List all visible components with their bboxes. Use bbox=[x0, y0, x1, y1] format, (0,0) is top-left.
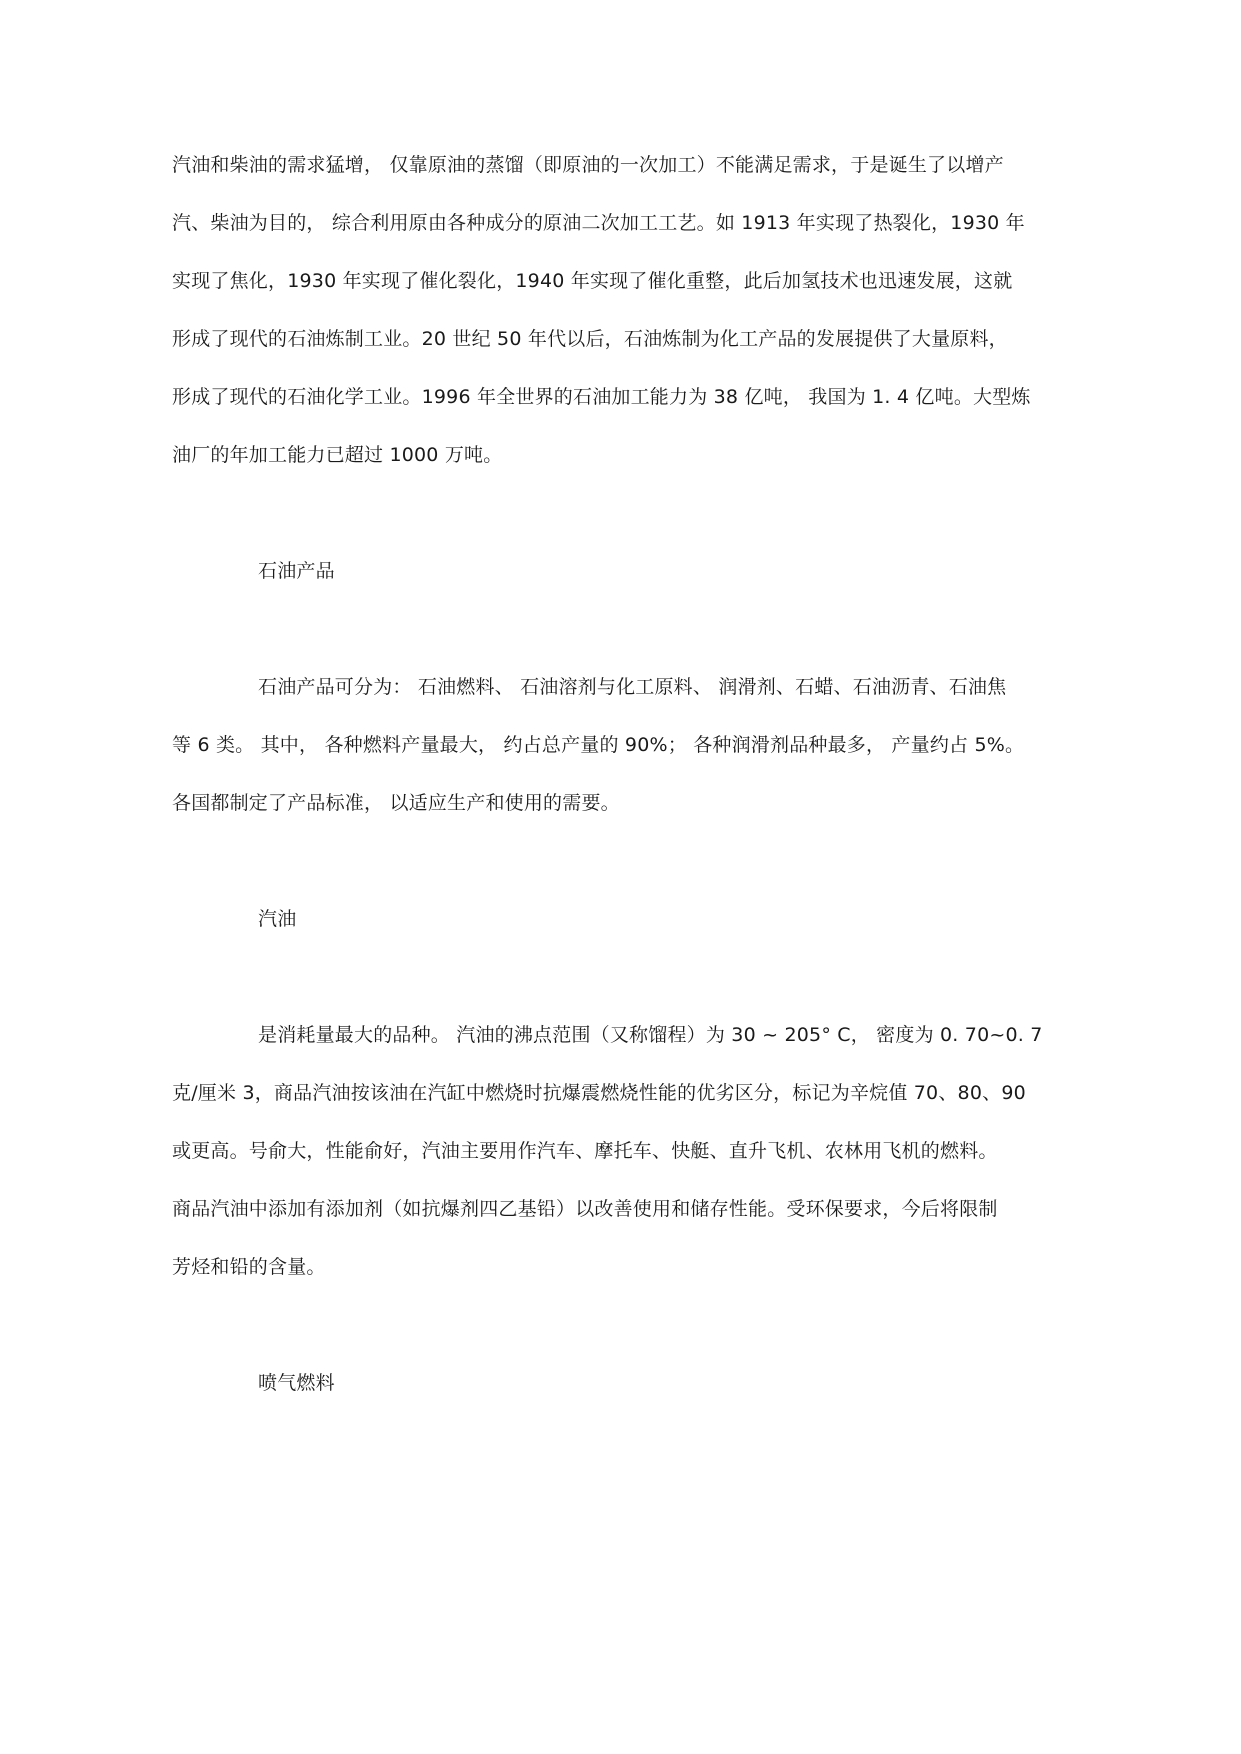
paragraph-line: 形成了现代的石油炼制工业。20 世纪 50 年代以后，石油炼制为化工产品的发展提供了大量原料， bbox=[172, 328, 1008, 350]
paragraph-line: 各国都制定了产品标准， 以适应生产和使用的需要。 bbox=[172, 792, 620, 814]
paragraph-line: 石油产品可分为： 石油燃料、 石油溶剂与化工原料、 润滑剂、石蜡、石油沥青、石油焦 bbox=[258, 676, 1007, 698]
section-heading: 汽油 bbox=[258, 908, 297, 930]
section-heading: 喷气燃料 bbox=[258, 1372, 335, 1394]
paragraph-line: 汽油和柴油的需求猛增， 仅靠原油的蒸馏（即原油的一次加工）不能满足需求，于是诞生了以增产 bbox=[172, 154, 1004, 176]
paragraph-line: 芳烃和铅的含量。 bbox=[172, 1256, 326, 1278]
paragraph-line: 商品汽油中添加有添加剂（如抗爆剂四乙基铅）以改善使用和储存性能。受环保要求，今后将限制 bbox=[172, 1198, 998, 1220]
paragraph-line: 或更高。号俞大，性能俞好，汽油主要用作汽车、摩托车、快艇、直升飞机、农林用飞机的燃料。 bbox=[172, 1140, 998, 1162]
paragraph-line: 形成了现代的石油化学工业。1996 年全世界的石油加工能力为 38 亿吨， 我国为 1. 4 亿吨。大型炼 bbox=[172, 386, 1031, 408]
section-heading: 石油产品 bbox=[258, 560, 335, 582]
paragraph-line: 克/厘米 3，商品汽油按该油在汽缸中燃烧时抗爆震燃烧性能的优劣区分，标记为辛烷值 70、80、90 bbox=[172, 1082, 1026, 1104]
paragraph-line: 实现了焦化，1930 年实现了催化裂化，1940 年实现了催化重整，此后加氢技术也迅速发展，这就 bbox=[172, 270, 1013, 292]
paragraph-line: 等 6 类。 其中， 各种燃料产量最大， 约占总产量的 90%； 各种润滑剂品种最多， 产量约占 5%。 bbox=[172, 734, 1025, 756]
paragraph-line: 是消耗量最大的品种。 汽油的沸点范围（又称馏程）为 30 ~ 205° C， 密度为 0. 70~0. 7 bbox=[258, 1024, 1043, 1046]
paragraph-line: 油厂的年加工能力已超过 1000 万吨。 bbox=[172, 444, 503, 466]
paragraph-line: 汽、柴油为目的， 综合利用原由各种成分的原油二次加工工艺。如 1913 年实现了热裂化，1930 年 bbox=[172, 212, 1025, 234]
